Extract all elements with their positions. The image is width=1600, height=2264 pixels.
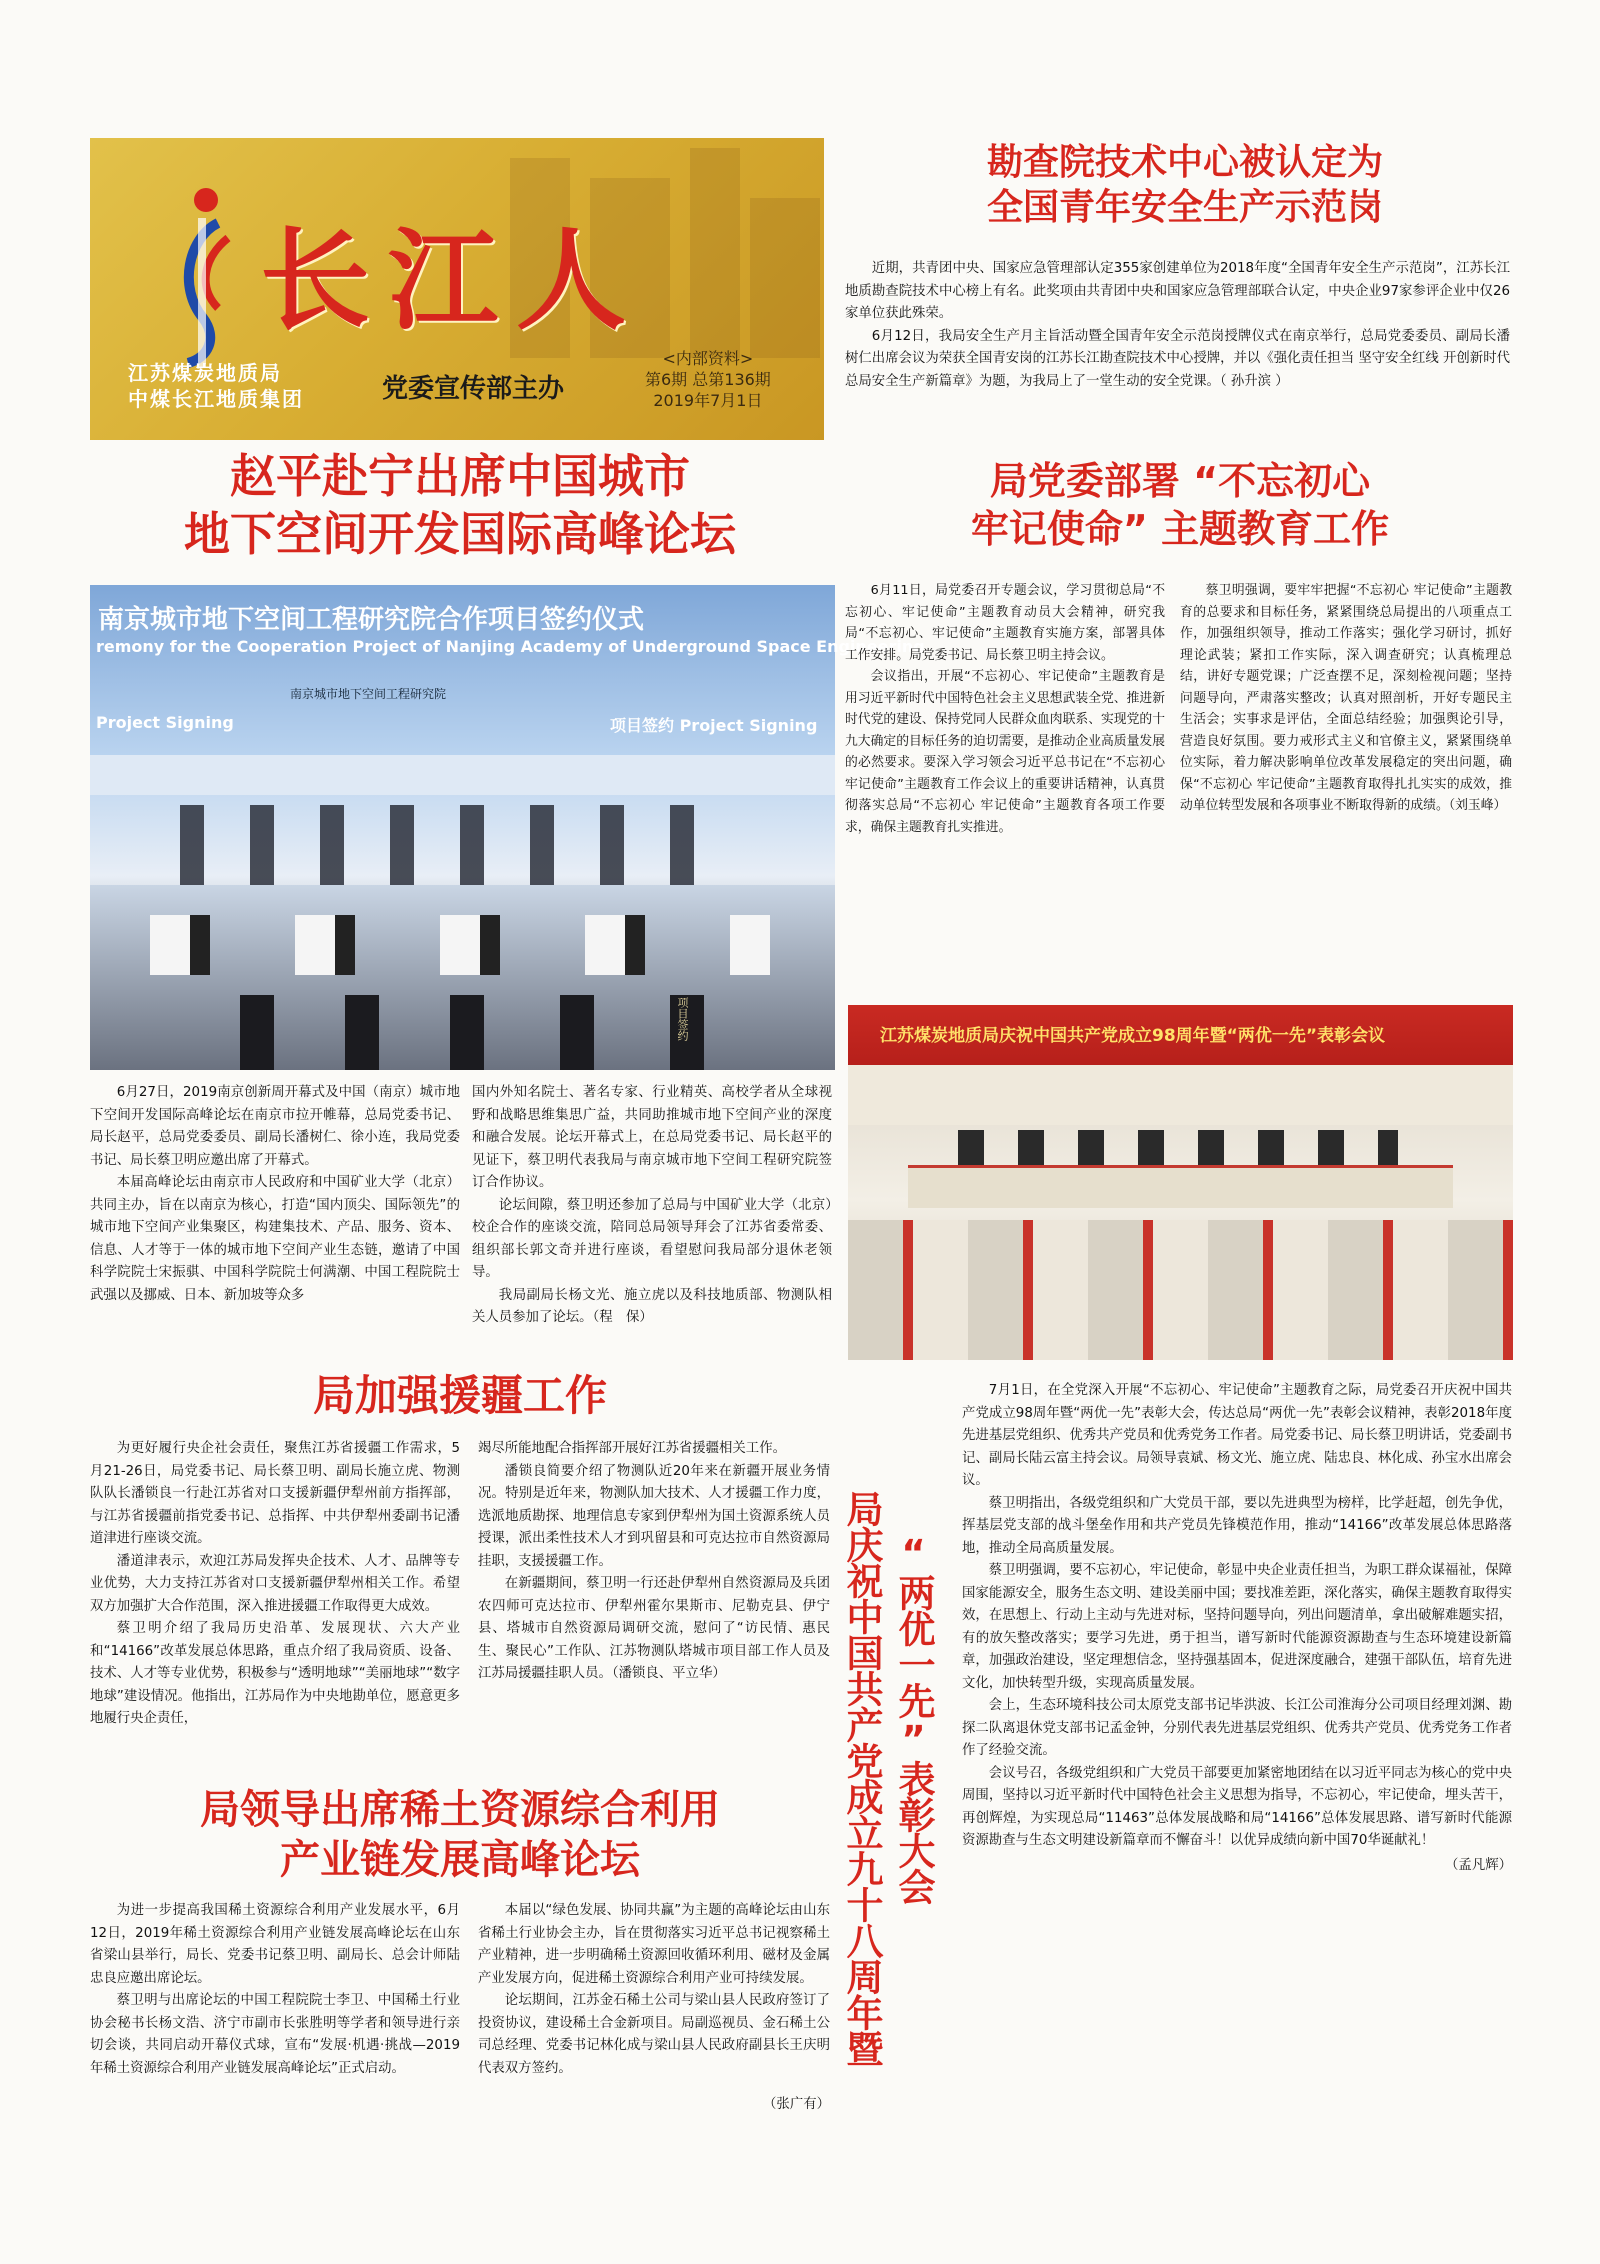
- masthead-issue-info: [645, 348, 771, 411]
- article6-body: [962, 1380, 1512, 1877]
- article4-paragraph: 竭尽所能地配合指挥部开展好江苏省援疆相关工作。: [478, 1441, 786, 1456]
- article4-column-2: [478, 1438, 830, 1686]
- article6-paragraph: 会上，生态环境科技公司太原党支部书记毕洪波、长江公司淮海分公司项目经理刘渊、勘探二队离退休党支部书记孟金钟，分别代表先进基层党组织、优秀共产党员、优秀党务工作者作了经验交流。: [962, 1698, 1512, 1758]
- article1-paragraph: 6月12日，我局安全生产月主旨活动暨全国青年安全示范岗授牌仪式在南京举行，总局党委委员、副局长潘树仁出席会议为荣获全国青安岗的江苏长江勘查院技术中心授牌，并以《强化责任担当 坚守安全红线 开创新时代总局安全生产新篇章》为题，为我局上了一堂生动的安全党课。（ 孙升滨 ）: [845, 328, 1510, 389]
- article5-title-line2: 产业链发展高峰论坛: [280, 1837, 640, 1883]
- article5-paragraph: 论坛期间，江苏金石稀土公司与梁山县人民政府签订了投资协议，建设稀土合金新项目。局副巡视员、金石稀土公司总经理、党委书记林化成与梁山县人民政府副县长王庆明代表双方签约。: [478, 1993, 830, 2076]
- article1-body: [845, 258, 1510, 393]
- article3-paragraph: 会议指出，开展“不忘初心、牢记使命”主题教育是用习近平新时代中国特色社会主义思想武装全党、推进新时代党的建设、保持党同人民群众血肉联系、实现党的十九大确定的目标任务的迫切需要，是推动企业高质量发展的必然要求。要深入学习领会习近平总书记在“不忘初心 牢记使命”主题教育工作会议上的重要讲话精神，认真贯彻落实总局“不忘初心 牢记使命”主题教育各项工作要求，确保主题教育扎实推进。: [845, 669, 1165, 835]
- signing-podium: [240, 995, 274, 1070]
- article3-title-line1: 局党委部署 “不忘初心: [989, 459, 1371, 503]
- signing-podium: [345, 995, 379, 1070]
- article5-headline: [90, 1785, 830, 1885]
- article5-title-line1: 局领导出席稀土资源综合利用: [200, 1787, 720, 1833]
- article3-title-line2: 牢记使命” 主题教育工作: [970, 506, 1390, 551]
- article2-headline: [90, 448, 830, 563]
- article2-paragraph: 本届高峰论坛由南京市人民政府和中国矿业大学（北京）共同主办，旨在以南京为核心，打造“国内顶尖、国际领先”的城市地下空间产业集聚区，构建集技术、产品、服务、资本、信息、人才等于一体的城市地下空间产业生态链，邀请了中国科学院院士宋振骐、中国科学院院士何满潮、中国工程院院士武强以及挪威、日本、新加坡等众多: [90, 1175, 460, 1303]
- article4-paragraph: 潘锁良简要介绍了物测队近20年来在新疆开展业务情况。特别是近年来，物测队加大技术、人才援疆工作力度，选派地质勘探、地理信息专家到伊犁州为国土资源系统人员授课，派出柔性技术人才到巩留县和可克达拉市自然资源局挂职，支援援疆工作。: [478, 1463, 830, 1569]
- masthead-organization: [128, 360, 304, 412]
- org-line-1: 江苏煤炭地质局: [128, 361, 282, 385]
- article3-paragraph: 蔡卫明强调，要牢牢把握“不忘初心 牢记使命”主题教育的总要求和目标任务，紧紧围绕总局提出的八项重点工作，加强组织领导，推动工作落实；强化学习研讨，抓好理论武装；紧扣工作实际，深入调查研究；认真梳理总结，讲好专题党课；广泛查摆不足，深刻检视问题；坚持问题导向，严肃落实整改；认真对照剖析，开好专题民主生活会；实事求是评估，全面总结经验；加强舆论引导，营造良好氛围。要力戒形式主义和官僚主义，紧紧围绕单位实际，着力解决影响单位改革发展稳定的突出问题，确保“不忘初心 牢记使命”主题教育取得扎扎实实的成效，推动单位转型发展和各项事业不断取得新的成绩。（刘玉峰）: [1180, 583, 1512, 813]
- masthead-banner: [90, 138, 824, 440]
- article1-headline: [845, 140, 1525, 230]
- signing-podium: [560, 995, 594, 1070]
- celebration-meeting-photo: [848, 1005, 1513, 1360]
- article4-paragraph: 为更好履行央企社会责任，聚焦江苏省援疆工作需求，5月21-26日，局党委书记、局长蔡卫明、副局长施立虎、物测队队长潘锁良一行赴江苏省对口支援新疆伊犁州前方指挥部，与江苏省援疆前指党委书记、总指挥、中共伊犁州委副书记潘道津进行座谈交流。: [90, 1441, 460, 1546]
- article3-paragraph: 6月11日，局党委召开专题会议，学习贯彻总局“不忘初心、牢记使命”主题教育动员大会精神，研究我局“不忘初心、牢记使命”主题教育实施方案，部署具体工作安排。局党委书记、局长蔡卫明主持会议。: [845, 583, 1165, 663]
- article5-column-2: [478, 1900, 830, 2117]
- article5-column-1: [90, 1900, 460, 2080]
- article6-paragraph: 7月1日，在全党深入开展“不忘初心、牢记使命”主题教育之际，局党委召开庆祝中国共产党成立98周年暨“两优一先”表彰大会，传达总局“两优一先”表彰会议精神，表彰2018年度先进基层党组织、优秀共产党员和优秀党务工作者。局党委书记、局长蔡卫明讲话，党委副书记、副局长陆云富主持会议。局领导袁斌、杨文光、施立虎、陆忠良、林化成、孙宝水出席会议。: [962, 1383, 1512, 1488]
- article6-headline-vertical: 局庆祝中国共产党成立九十八周年暨: [840, 1490, 883, 2066]
- article6-headline-vertical-2: “两优一先”表彰大会: [892, 1532, 935, 1904]
- photo-banner-title: 江苏煤炭地质局庆祝中国共产党成立98周年暨“两优一先”表彰会议: [880, 1026, 1386, 1046]
- article5-paragraph: 本届以“绿色发展、协同共赢”为主题的高峰论坛由山东省稀土行业协会主办，旨在贯彻落实习近平总书记视察稀土产业精神，进一步明确稀土资源回收循环利用、磁材及金属产业发展方向，促进稀土资源综合利用产业可持续发展。: [478, 1903, 830, 1986]
- article1-title-line2: 全国青年安全生产示范岗: [986, 187, 1383, 228]
- article4-headline: 局加强援疆工作: [312, 1371, 607, 1420]
- article4-paragraph: 潘道津表示，欢迎江苏局发挥央企技术、人才、品牌等专业优势，大力支持江苏省对口支援新疆伊犁州相关工作。希望双方加强扩大合作范围，深入推进援疆工作取得更大成效。: [90, 1553, 460, 1614]
- article4-paragraph: 蔡卫明介绍了我局历史沿革、发展现状、六大产业和“14166”改革发展总体思路，重点介绍了我局资质、设备、技术、人才等专业优势，积极参与“透明地球”“美丽地球”“数字地球”建设情况。他指出，江苏局作为中央地勘单位，愿意更多地履行央企责任，: [90, 1621, 460, 1726]
- signing-podium: [450, 995, 484, 1070]
- article2-title-line1: 赵平赴宁出席中国城市: [230, 449, 690, 503]
- podium-label: 项目签约: [676, 997, 689, 1041]
- article2-title-line2: 地下空间开发国际高峰论坛: [184, 506, 736, 561]
- org-line-2: 中煤长江地质集团: [128, 387, 304, 411]
- article4-paragraph: 在新疆期间，蔡卫明一行还赴伊犁州自然资源局及兵团农四师可克达拉市、伊犁州霍尔果斯市、尼勒克县、伊宁县、塔城市自然资源局调研交流，慰问了“访民情、惠民生、聚民心”工作队、江苏物测队塔城市项目部工作人员及江苏局援疆挂职人员。（潘锁良、平立华）: [478, 1576, 830, 1681]
- article2-column-1: [90, 1082, 460, 1307]
- article6-paragraph: 会议号召，各级党组织和广大党员干部要更加紧密地团结在以习近平同志为核心的党中央周围，坚持以习近平新时代中国特色社会主义思想为指导，不忘初心，牢记使命，埋头苦干，再创辉煌，为实现总局“11463”总体发展战略和局“14166”总体发展思路、谱写新时代能源资源勘查与生态文明建设新篇章而不懈奋斗！以优异成绩向新中国70华诞献礼！: [962, 1765, 1512, 1848]
- article2-paragraph: 6月27日，2019南京创新周开幕式及中国（南京）城市地下空间开发国际高峰论坛在南京市拉开帷幕，总局党委书记、局长赵平，总局党委委员、副局长潘树仁、徐小连，我局党委书记、局长蔡卫明应邀出席了开幕式。: [90, 1085, 460, 1168]
- article5-byline: （张广有）: [763, 2097, 830, 2112]
- issue-number: 第6期 总第136期: [645, 370, 771, 389]
- masthead-title: 长江人: [260, 216, 644, 345]
- logo-emblem-icon: [148, 178, 258, 368]
- masthead-sponsor: 党委宣传部主办: [382, 374, 565, 404]
- article1-title-line1: 勘查院技术中心被认定为: [986, 142, 1383, 183]
- photo-sub-banner: 南京城市地下空间工程研究院: [290, 687, 447, 701]
- article4-column-1: [90, 1438, 460, 1731]
- article1-paragraph: 近期，共青团中央、国家应急管理部认定355家创建单位为2018年度“全国青年安全生产示范岗”，江苏长江地质勘查院技术中心榜上有名。此奖项由共青团中央和国家应急管理部联合认定，中央企业97家参评企业中仅26家单位获此殊荣。: [845, 261, 1510, 321]
- article5-paragraph: 蔡卫明与出席论坛的中国工程院院士李卫、中国稀土行业协会秘书长杨文浩、济宁市副市长张胜明等学者和领导进行亲切会谈，共同启动开幕仪式球，宣布“发展·机遇·挑战—2019年稀土资源综合利用产业链发展高峰论坛”正式启动。: [90, 1993, 460, 2076]
- article2-paragraph: 我局副局长杨文光、施立虎以及科技地质部、物测队相关人员参加了论坛。（程 保）: [472, 1287, 832, 1325]
- article6-paragraph: 蔡卫明指出，各级党组织和广大党员干部，要以先进典型为榜样，比学赶超，创先争优，挥基层党支部的战斗堡垒作用和共产党员先锋模范作用，推动“14166”改革发展总体思路落地，推动全局高质量发展。: [962, 1495, 1512, 1556]
- article6-paragraph: 蔡卫明强调，要不忘初心，牢记使命，彰显中央企业责任担当，为职工群众谋福祉，保障国家能源安全，服务生态文明、建设美丽中国；要找准差距，深化落实，确保主题教育取得实效，在思想上、行动上主动与先进对标，坚持问题导向，列出问题清单，拿出破解难题实招，有的放矢整改落实；要学习先进，勇于担当，谱写新时代能源资源勘查与生态环境建设新篇章，加强政治建设，坚定理想信念，坚持强基固本，促进深度融合，建强干部队伍，培育先进文化，加快转型升级，实现高质量发展。: [962, 1563, 1512, 1691]
- photo-banner-title: 南京城市地下空间工程研究院合作项目签约仪式: [98, 605, 645, 635]
- article2-column-2: [472, 1082, 832, 1330]
- article3-headline: [840, 458, 1520, 553]
- article6-byline: （孟凡辉）: [1445, 1857, 1512, 1873]
- article3-column-2: [1180, 580, 1512, 817]
- signing-ceremony-photo: [90, 585, 925, 1070]
- article3-column-1: [845, 580, 1165, 838]
- article5-paragraph: 为进一步提高我国稀土资源综合利用产业发展水平，6月12日，2019年稀土资源综合利用产业链发展高峰论坛在山东省梁山县举行，局长、党委书记蔡卫明、副局长、总会计师陆忠良应邀出席论坛。: [90, 1903, 460, 1986]
- issue-date: 2019年7月1日: [653, 391, 763, 410]
- internal-label: <内部资料>: [662, 349, 754, 368]
- photo-banner-english: remony for the Cooperation Project of Nanjing Academy of Underground Space Engineering: [96, 637, 925, 656]
- article2-paragraph: 论坛间隙，蔡卫明还参加了总局与中国矿业大学（北京）校企合作的座谈交流，陪同总局领导拜会了江苏省委常委、组织部长郭文奇并进行座谈，看望慰问我局部分退休老领导。: [472, 1197, 832, 1280]
- photo-signing-right: 项目签约 Project Signing: [610, 716, 818, 735]
- photo-signing-left: Project Signing: [96, 713, 234, 732]
- article2-paragraph: 国内外知名院士、著名专家、行业精英、高校学者从全球视野和战略思维集思广益，共同助推城市地下空间产业的深度和融合发展。论坛开幕式上，在总局党委书记、局长赵平的见证下，蔡卫明代表我局与南京城市地下空间工程研究院签订合作协议。: [472, 1085, 832, 1190]
